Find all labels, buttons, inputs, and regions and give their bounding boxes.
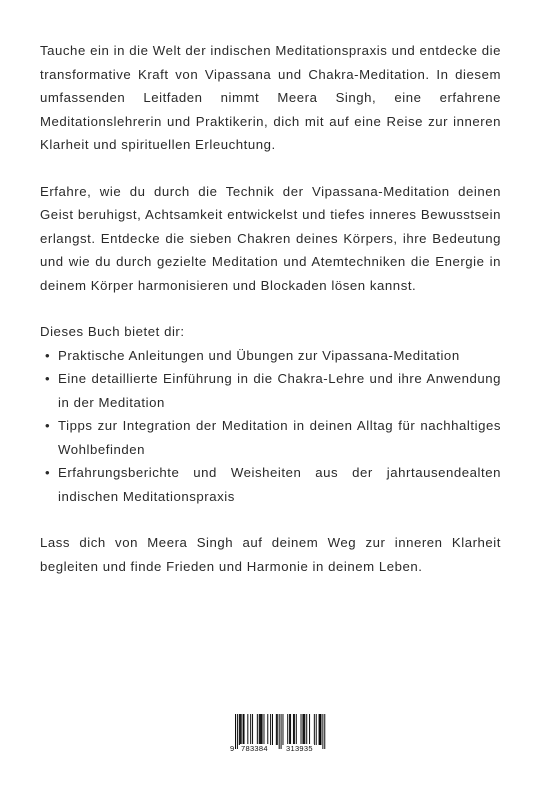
barcode-bar bbox=[272, 714, 273, 745]
list-item-text: Eine detaillierte Einführung in die Chakra-Lehre und ihre Anwendung in der Meditation bbox=[58, 371, 501, 410]
barcode-bar bbox=[304, 714, 305, 745]
barcode-bar bbox=[314, 714, 315, 745]
list-item-text: Tipps zur Integration der Meditation in deinen Alltag für nachhaltiges Wohlbefinden bbox=[58, 418, 501, 457]
bullet-icon: • bbox=[45, 347, 51, 363]
barcode-right-digits: 313935 bbox=[286, 744, 313, 753]
list-item bbox=[40, 344, 501, 368]
barcode-bar bbox=[264, 714, 265, 745]
barcode-bar bbox=[293, 714, 294, 745]
barcode-bar bbox=[257, 714, 258, 745]
barcode-bar bbox=[241, 714, 242, 745]
barcode-bar bbox=[321, 714, 322, 745]
barcode-bar bbox=[316, 714, 317, 745]
bullet-icon: • bbox=[45, 418, 51, 433]
bullet-icon: • bbox=[45, 465, 51, 480]
barcode-bar bbox=[294, 714, 295, 745]
barcode-bar bbox=[244, 714, 245, 745]
closing-paragraph: Lass dich von Meera Singh auf deinem Weg zur inneren Klarheit begleiten und finde Frieden und Harmonie in deinem Leben. bbox=[40, 535, 501, 574]
barcode-bar bbox=[283, 714, 284, 745]
barcode-bar bbox=[319, 714, 320, 745]
barcode-bar bbox=[270, 714, 271, 745]
barcode-digits bbox=[230, 744, 330, 754]
barcode-bar bbox=[243, 714, 244, 745]
list-intro: Dieses Buch bietet dir: bbox=[40, 324, 185, 339]
barcode-bar bbox=[320, 714, 321, 745]
description-paragraph-1: Tauche ein in die Welt der indischen Meditationspraxis und entdecke die transformative Kraft von Vipassana und Chakra-Meditation. In diesem umfassenden Leitfaden nimmt Meera Singh, eine erfahrene Meditationslehrerin und Praktikerin, dich mit auf eine Reise zur inneren Klarheit und spirituellen Erleuchtung. bbox=[40, 43, 501, 152]
list-item-text: Praktische Anleitungen und Übungen zur Vipassana-Meditation bbox=[58, 347, 460, 363]
barcode-bar bbox=[287, 714, 288, 745]
barcode-bar bbox=[259, 714, 260, 745]
barcode-bar bbox=[250, 714, 251, 745]
list-item bbox=[40, 461, 501, 508]
barcode-first-digit: 9 bbox=[230, 744, 235, 753]
back-cover-text bbox=[40, 39, 501, 601]
isbn-barcode bbox=[230, 714, 330, 754]
barcode-bar bbox=[296, 714, 297, 745]
barcode-bar bbox=[303, 714, 304, 745]
barcode-bar bbox=[247, 714, 248, 745]
barcode-bar bbox=[276, 714, 277, 745]
barcode-bar bbox=[239, 714, 240, 745]
list-item bbox=[40, 414, 501, 461]
barcode-bar bbox=[240, 714, 241, 745]
barcode-bar bbox=[252, 714, 253, 745]
feature-list bbox=[40, 344, 501, 509]
barcode-bar bbox=[309, 714, 310, 745]
barcode-bar bbox=[267, 714, 268, 745]
barcode-bar bbox=[260, 714, 261, 745]
barcode-bar bbox=[301, 714, 302, 745]
barcode-bar bbox=[302, 714, 303, 745]
barcode-bar bbox=[306, 714, 307, 745]
description-paragraph-2: Erfahre, wie du durch die Technik der Vipassana-Meditation deinen Geist beruhigst, Achtsamkeit entwickelst und tiefes inneres Bewusstsein erlangst. Entdecke die sieben Chakren deines Körpers, ihre Bedeutung und wie du durch gezielte Meditation und Atemtechniken die Energie in deinem Körper harmonisieren und Blockaden lösen kannst. bbox=[40, 183, 501, 293]
bullet-icon: • bbox=[45, 371, 51, 386]
list-item bbox=[40, 367, 501, 414]
barcode-bar bbox=[289, 714, 290, 745]
list-item-text: Erfahrungsberichte und Weisheiten aus der jahrtausendealten indischen Meditationspraxis bbox=[58, 465, 501, 504]
barcode-bar bbox=[262, 714, 263, 745]
barcode-left-digits: 783384 bbox=[241, 744, 268, 753]
barcode-bar bbox=[261, 714, 262, 745]
barcode-bar bbox=[290, 714, 291, 745]
barcode-bar bbox=[277, 714, 278, 745]
